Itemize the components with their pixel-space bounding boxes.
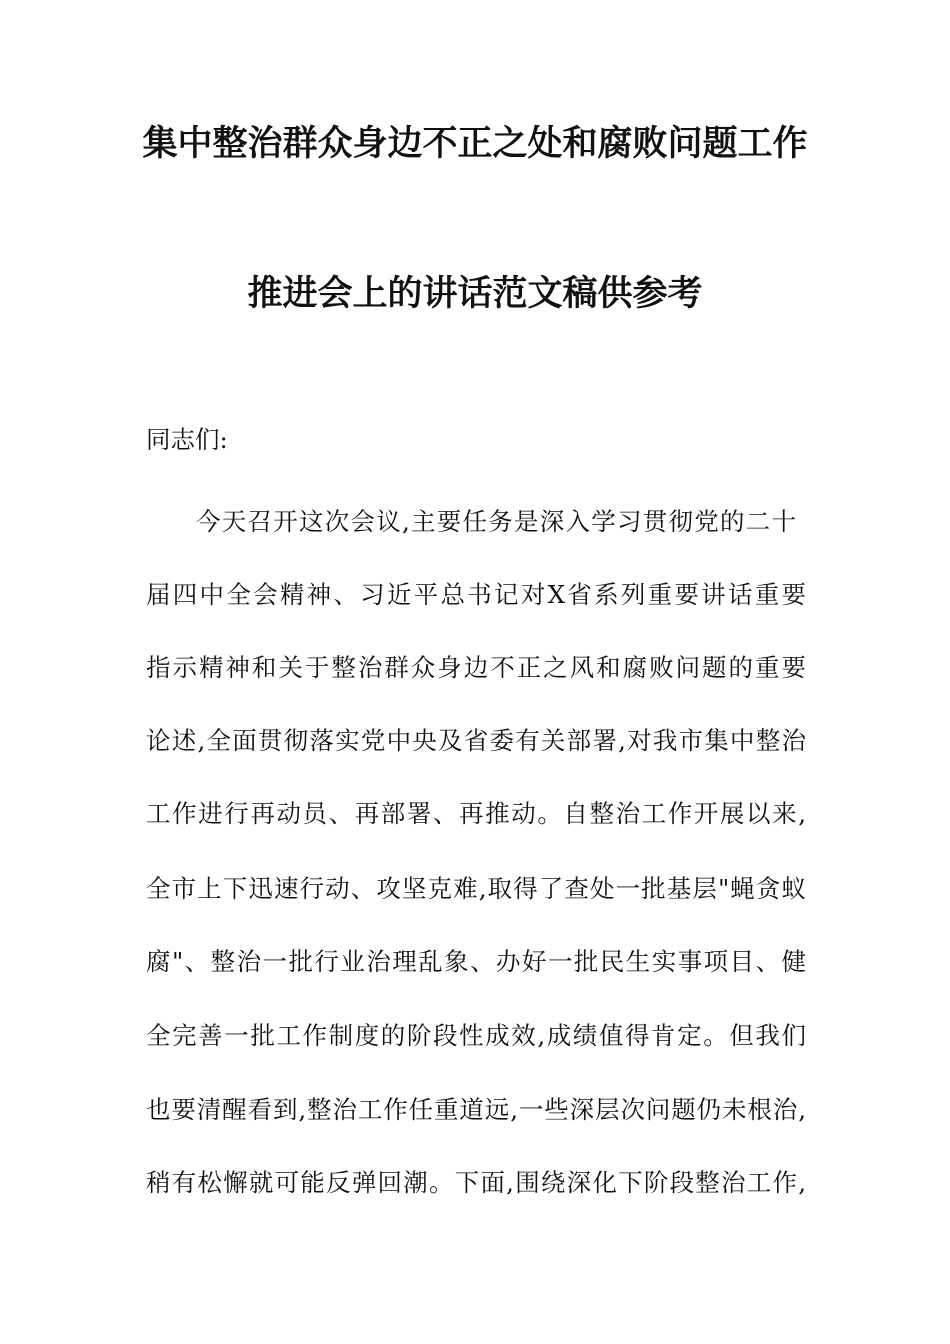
paragraph-line: 也要清醒看到,整治工作任重道远,一些深层次问题仍未根治, xyxy=(146,1095,806,1124)
salutation: 同志们: xyxy=(146,425,228,454)
paragraph-line: 指示精神和关于整治群众身边不正之风和腐败问题的重要 xyxy=(146,653,806,682)
document-title-line-1: 集中整治群众身边不正之处和腐败问题工作 xyxy=(142,124,808,164)
paragraph-line: 论述,全面贯彻落实党中央及省委有关部署,对我市集中整治 xyxy=(146,726,806,755)
paragraph-line: 全市上下迅速行动、攻坚克难,取得了查处一批基层"蝇贪蚁 xyxy=(146,874,806,903)
document-title-line-2: 推进会上的讲话范文稿供参考 xyxy=(247,274,703,314)
paragraph-line: 工作进行再动员、再部署、再推动。自整治工作开展以来, xyxy=(146,799,806,828)
paragraph-line: 全完善一批工作制度的阶段性成效,成绩值得肯定。但我们 xyxy=(146,1021,806,1050)
paragraph-line: 稍有松懈就可能反弹回潮。下面,围绕深化下阶段整治工作, xyxy=(146,1168,806,1197)
paragraph-line: 腐"、整治一批行业治理乱象、办好一批民生实事项目、健 xyxy=(146,947,806,976)
paragraph-line: 今天召开这次会议,主要任务是深入学习贯彻党的二十 xyxy=(196,507,796,536)
paragraph-line: 届四中全会精神、习近平总书记对X省系列重要讲话重要 xyxy=(146,580,806,609)
